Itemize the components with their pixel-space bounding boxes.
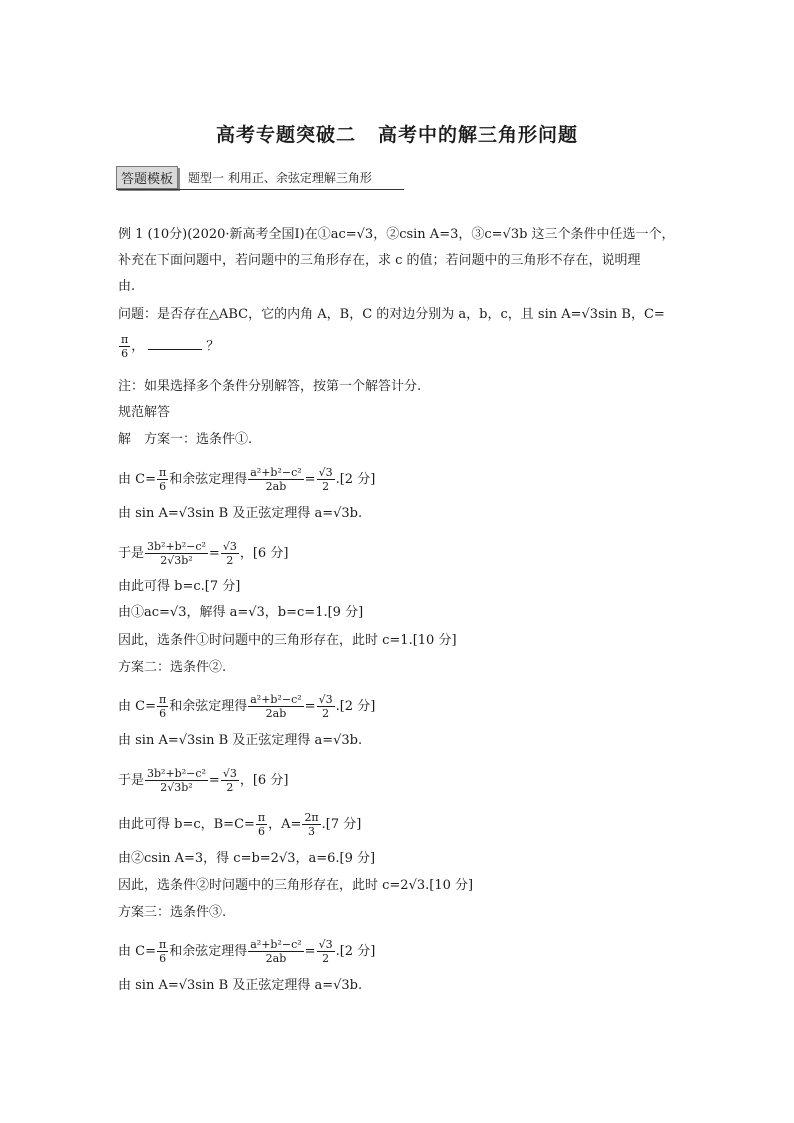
tag-text: 题型一 利用正、余弦定理解三角形 — [188, 171, 372, 185]
cos-law-line: 由 C= $\frac{\pi}{6}$ 和余弦定理得 $\frac{\text{a²+b²−c²}}{2ab}$ = $\frac{√3}{2}$ .[2 分] — [118, 693, 376, 720]
cos-law-line: 由 C= $\frac{\pi}{6}$ 和余弦定理得 $\frac{\text{a²+b²−c²}}{2ab}$ = $\frac{√3}{2}$ .[2 分] — [118, 466, 376, 493]
text-line: 由此可得 b=c.[7 分] — [118, 579, 241, 594]
answer-blank — [148, 337, 202, 350]
yu-line: 于是 $\frac{\text{3b²+b²−c²}}{\text{2√3b²}}$ = $\frac{√3}{2}$ ，[6 分] — [118, 767, 289, 794]
text-line: 由 sin A=√3sin B 及正弦定理得 a=√3b. — [118, 733, 363, 748]
text-line: 问题：是否存在△ABC，它的内角 A，B，C 的对边分别为 a，b，c，且 sin A=√3sin B，C= — [118, 307, 665, 322]
cos-law-line: 由 C= $\frac{\pi}{6}$ 和余弦定理得 $\frac{\text{a²+b²−c²}}{2ab}$ = $\frac{√3}{2}$ .[2 分] — [118, 938, 376, 965]
text-line: 方案三：选条件③. — [118, 905, 227, 920]
pi-over-six: $\frac{\pi}{6}$ — [121, 333, 129, 360]
text-line: 解 方案一：选条件①. — [118, 432, 253, 447]
text-line: 由①ac=√3，解得 a=√3，b=c=1.[9 分] — [118, 605, 364, 620]
text-line: 由 sin A=√3sin B 及正弦定理得 a=√3b. — [118, 506, 363, 521]
bc-line: 由此可得 b=c，B=C= $\frac{\pi}{6}$ ，A= $\frac{2\pi}{3}$ .[7 分] — [118, 811, 362, 838]
text-line: 补充在下面问题中，若问题中的三角形存在，求 c 的值；若问题中的三角形不存在，说明理 — [118, 253, 641, 268]
tag-label: 答题模板 — [116, 166, 178, 189]
tag-divider — [116, 189, 404, 190]
text-line: 由 sin A=√3sin B 及正弦定理得 a=√3b. — [118, 978, 363, 993]
text-line: 由. — [118, 279, 136, 294]
text-line: 方案二：选条件②. — [118, 660, 227, 675]
text-line: 规范解答 — [118, 405, 171, 420]
text-line: 因此，选条件②时问题中的三角形存在，此时 c=2√3.[10 分] — [118, 878, 474, 893]
section-tag — [116, 166, 372, 189]
text-line: 注：如果选择多个条件分别解答，按第一个解答计分. — [118, 379, 422, 394]
text-line: 因此，选条件①时问题中的三角形存在，此时 c=1.[10 分] — [118, 633, 457, 648]
page-title: 高考专题突破二 高考中的解三角形问题 — [215, 124, 579, 146]
question-blank-line: $\frac{\pi}{6}$ ， ？ — [121, 333, 220, 360]
text-line: 例 1 (10分)(2020·新高考全国Ⅰ)在①ac=√3，②csin A=3，③c=√3b 这三个条件中任选一个， — [118, 227, 675, 242]
text-line: 由②csin A=3，得 c=b=2√3，a=6.[9 分] — [118, 851, 376, 866]
yu-line: 于是 $\frac{\text{3b²+b²−c²}}{\text{2√3b²}}$ = $\frac{√3}{2}$ ，[6 分] — [118, 540, 289, 567]
